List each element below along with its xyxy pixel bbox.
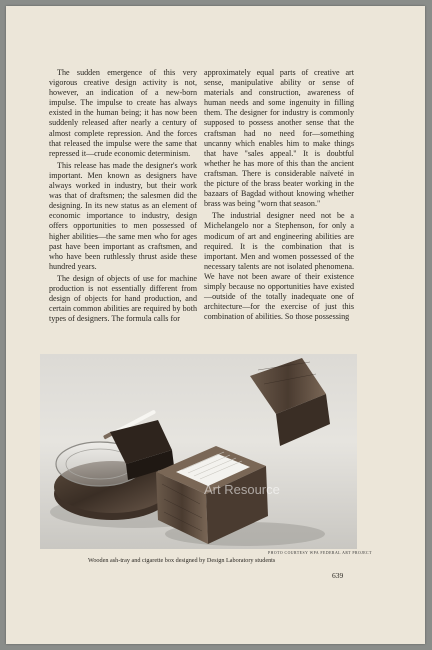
watermark-text: Art Resource	[204, 482, 280, 497]
right-text-column	[204, 68, 354, 324]
magazine-page	[6, 6, 425, 644]
paragraph: The sudden emergence of this very vigorous creative design activity is not, however, an indication of a new-born impulse. The impulse to create has always existed in the human being; it has now been suddenly released after nearly a century of almost complete repression. And the forces that released the impulse were the same that repressed it—crude economic determinism.	[49, 68, 197, 158]
paragraph: approximately equal parts of creative art sense, manipulative ability or sense of materials and construction, awareness of human needs and some ingenuity in filling them. The designer for industry is commonly supposed to possess another sense that the craftsman had no need for—something uncanny which enables him to make things that have "sales appeal." It is doubtful whether he has more of this than the ancient craftsman. There is considerable naïveté in the picture of the brass beater working in the bazaars of Bagdad without knowing whether brass was being "worn that season."	[204, 68, 354, 209]
product-photo	[40, 354, 357, 549]
page-number: 639	[332, 571, 344, 580]
paragraph: This release has made the designer's work important. Men known as designers have always worked in industry, but their work was that of draftsmen; the salesmen did the designing. In its new status as an element of economic importance to industry, design offers opportunities to men possessed of higher abilities—the same men who for ages past have been important as craftsmen, and who have been ruthlessly thrust aside these hundred years.	[49, 160, 197, 271]
photo-credit: PHOTO COURTESY WPA FEDERAL ART PROJECT	[268, 551, 372, 555]
figure-caption: Wooden ash-tray and cigarette box designed by Design Laboratory students	[88, 557, 276, 564]
paragraph: The industrial designer need not be a Michelangelo nor a Stephenson, for only a modicum of art and engineering abilities are required. It is the combination that is important. Men and women possessed of the necessary talents are not isolated phenomena. We have not been aware of their existence simply because no opportunities have existed—outside of the totally inadequate one of architecture—for the exercise of just this combination of abilities. So those possessing	[204, 211, 354, 322]
paragraph: The design of objects of use for machine production is not essentially different from design of objects for hand production, and certain common abilities are required by both types of designers. The formula calls for	[49, 273, 197, 324]
ashtray-and-cigarette-box-image	[40, 354, 357, 549]
left-text-column	[49, 68, 197, 326]
